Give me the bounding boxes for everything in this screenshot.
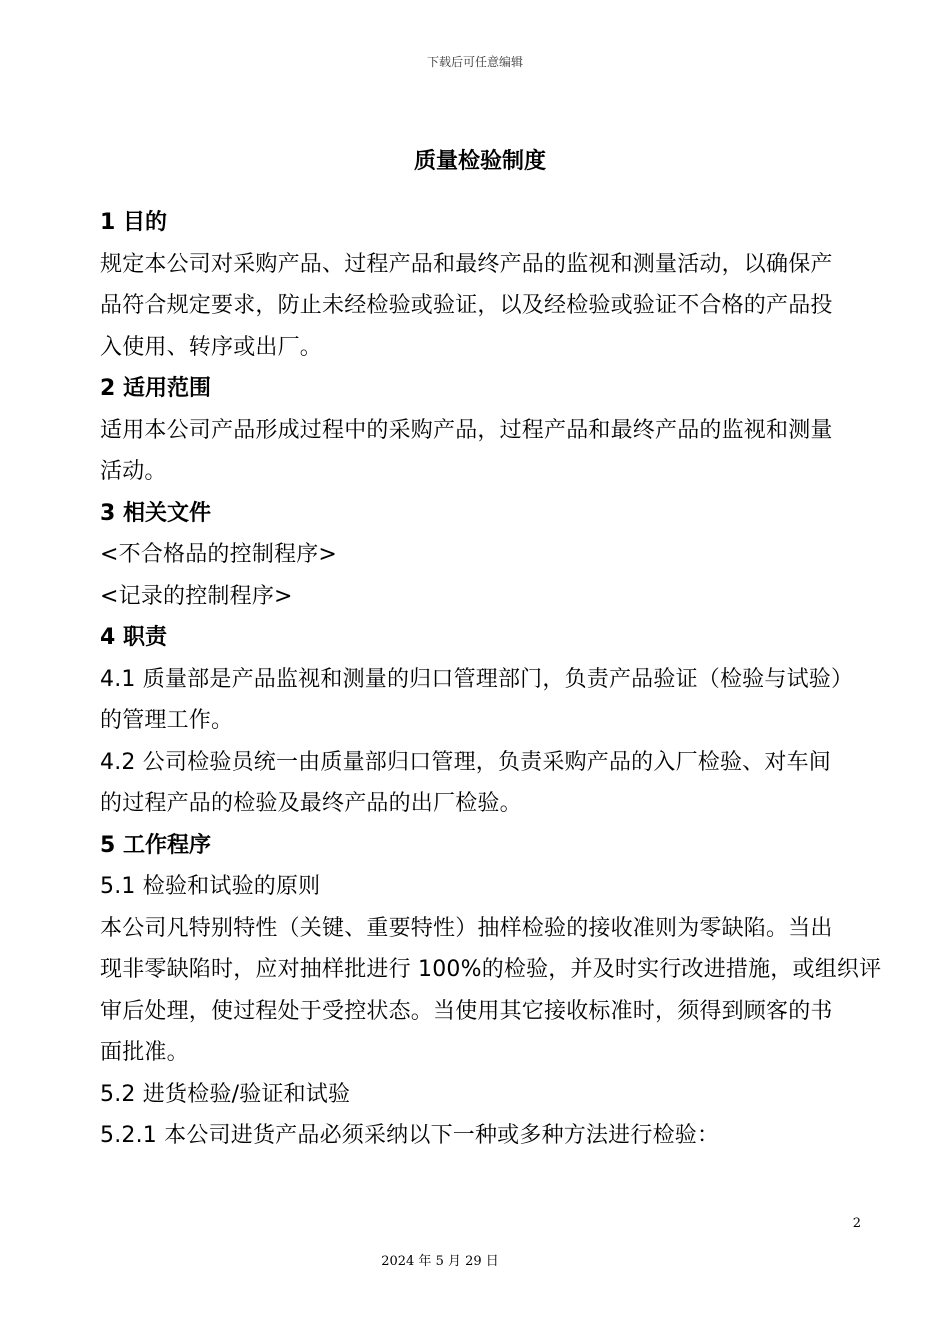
- section-heading: 2 适用范围: [100, 376, 211, 401]
- page-number: 2: [852, 1216, 861, 1231]
- section-heading: 5 工作程序: [100, 832, 211, 858]
- body-line: 入使用、转序或出厂。: [100, 334, 323, 360]
- body-line: 4.2 公司检验员统一由质量部归口管理，负责采购产品的入厂检验、对车间: [100, 749, 831, 775]
- body-line: 适用本公司产品形成过程中的采购产品，过程产品和最终产品的监视和测量: [100, 417, 833, 443]
- body-line: 面批准。: [100, 1040, 189, 1065]
- body-line: 品符合规定要求，防止未经检验或验证，以及经检验或验证不合格的产品投: [100, 293, 833, 318]
- section-heading: 1 目的: [100, 210, 167, 235]
- body-line: 5.2.1 本公司进货产品必须采纳以下一种或多种方法进行检验：: [100, 1123, 720, 1148]
- document-title: 质量检验制度: [413, 149, 546, 174]
- body-line: 的过程产品的检验及最终产品的出厂检验。: [100, 791, 522, 816]
- body-line: <记录的控制程序>: [100, 583, 293, 609]
- body-line: 本公司凡特别特性（关键、重要特性）抽样检验的接收准则为零缺陷。当出: [100, 915, 833, 941]
- body-line: 审后处理，使过程处于受控状态。当使用其它接收标准时，须得到顾客的书: [100, 998, 833, 1024]
- document-body: [100, 202, 882, 1157]
- page-header-note: 下载后可任意编辑: [426, 55, 523, 69]
- body-line: 活动。: [100, 459, 167, 484]
- body-line: 规定本公司对采购产品、过程产品和最终产品的监视和测量活动，以确保产: [100, 251, 833, 277]
- body-line: 现非零缺陷时，应对抽样批进行 100%的检验，并及时实行改进措施，或组织评: [100, 957, 882, 982]
- section-heading: 4 职责: [100, 625, 167, 650]
- body-line: 5.1 检验和试验的原则: [100, 874, 321, 899]
- body-line: 的管理工作。: [100, 708, 234, 733]
- footer-date: 2024 年 5 月 29 日: [381, 1254, 499, 1269]
- section-heading: 3 相关文件: [100, 500, 211, 526]
- body-line: 4.1 质量部是产品监视和测量的归口管理部门，负责产品验证（检验与试验）: [100, 666, 854, 692]
- body-line: 5.2 进货检验/验证和试验: [100, 1081, 351, 1107]
- body-line: <不合格品的控制程序>: [100, 542, 338, 567]
